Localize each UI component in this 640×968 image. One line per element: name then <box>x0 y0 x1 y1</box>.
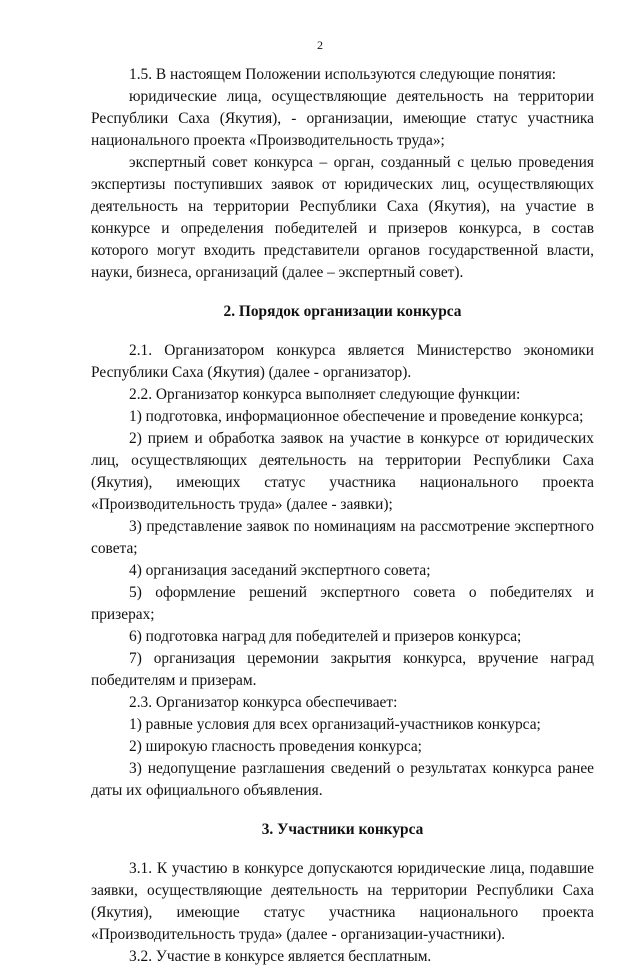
section-2-heading: 2. Порядок организации конкурса <box>223 303 462 320</box>
paragraph-2-1: 2.1. Организатором конкурса является Министерство экономики Республики Саха (Якутия) (далее - организатор). <box>91 342 594 381</box>
paragraph-2-2: 2.2. Организатор конкурса выполняет следующие функции: <box>129 386 521 403</box>
paragraph-3-2: 3.2. Участие в конкурсе является бесплатным. <box>129 948 432 965</box>
function-item: 4) организация заседаний экспертного совета; <box>129 562 431 579</box>
paragraph-2-3: 2.3. Организатор конкурса обеспечивает: <box>129 694 398 711</box>
paragraph-3-1: 3.1. К участию в конкурсе допускаются юридические лица, подавшие заявки, осуществляющие деятельность на территории Республики Саха (Якутия), имеющие статус участника национального проекта «Производительность труда» (далее - организации-участники). <box>91 860 594 943</box>
page-number: 2 <box>317 38 323 52</box>
definition-expert-council: экспертный совет конкурса – орган, созданный с целью проведения экспертизы поступивших заявок от юридических лиц, осуществляющих деятельность на территории Республики Саха (Якутия), на участие в конкурсе и определения победителей и призеров конкурса, в состав которого могут входить представители органов государственной власти, науки, бизнеса, организаций (далее – экспертный совет). <box>91 154 594 281</box>
ensure-item: 1) равные условия для всех организаций-участников конкурса; <box>129 716 541 733</box>
ensure-item: 2) широкую гласность проведения конкурса; <box>129 738 422 755</box>
function-item: 6) подготовка наград для победителей и призеров конкурса; <box>129 628 522 645</box>
function-item: 1) подготовка, информационное обеспечение и проведение конкурса; <box>129 408 584 425</box>
function-item: 5) оформление решений экспертного совета о победителях и призерах; <box>91 584 594 623</box>
paragraph-1-5: 1.5. В настоящем Положении используются следующие понятия: <box>129 66 557 83</box>
function-item: 7) организация церемонии закрытия конкурса, вручение наград победителям и призерам. <box>91 650 594 689</box>
definition-legal-entities: юридические лица, осуществляющие деятельность на территории Республики Саха (Якутия), - организации, имеющие статус участника национального проекта «Производительность труда»; <box>91 88 594 149</box>
ensure-item: 3) недопущение разглашения сведений о результатах конкурса ранее даты их официального объявления. <box>91 760 594 799</box>
function-item: 2) прием и обработка заявок на участие в конкурсе от юридических лиц, осуществляющих деятельность на территории Республики Саха (Якутия), имеющих статус участника национального проекта «Производительность труда» (далее - заявки); <box>91 430 594 513</box>
section-3-heading: 3. Участники конкурса <box>261 821 424 838</box>
function-item: 3) представление заявок по номинациям на рассмотрение экспертного совета; <box>91 518 594 557</box>
document-body <box>91 64 594 968</box>
